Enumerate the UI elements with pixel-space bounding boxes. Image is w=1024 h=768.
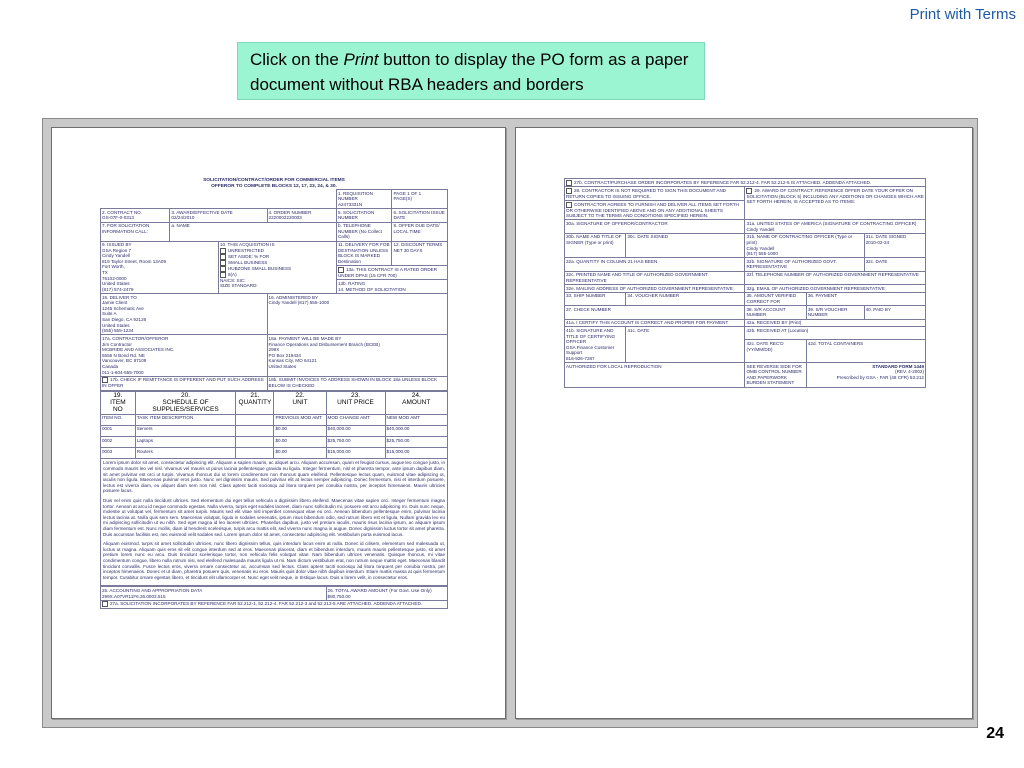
callout-print-word: Print [343, 50, 379, 69]
form-field-text: SEE REVERSE SIDE FOR OMB CONTROL NUMBER AND PAPERWORK BURDEN STATEMENT [746, 363, 802, 386]
form-field-text: 7. FOR SOLICITATION INFORMATION CALL: [102, 223, 150, 234]
form-field-text: 41c. DATE [627, 327, 650, 333]
signer-name-title [565, 233, 626, 258]
submit-invoices [267, 376, 447, 390]
accounting-data [101, 587, 327, 600]
form-field-text: 11. DELIVERY FOR FOB DESTINATION UNLESS BLOCK IS MARKED [337, 242, 390, 259]
govt-rep-email [745, 285, 926, 293]
ship-number [565, 292, 626, 305]
form-field-text: Cindy Yandell [746, 226, 775, 232]
form-field-text: 30c. DATE SIGNED [627, 234, 669, 240]
form-field-text: 42c. DATE REC'D (YY/MM/DD) [746, 341, 784, 352]
form-field-text: 13b. RATING [337, 281, 366, 287]
form-field-text: UNRESTRICTED [227, 247, 264, 253]
order-number [267, 209, 336, 222]
form-field-text: Destination [337, 258, 361, 264]
form-field-text: 2220002220003 [268, 215, 302, 221]
form-field-text: 42b. RECEIVED AT (Location) [746, 327, 809, 333]
certify-account [565, 319, 745, 327]
subhead-blank [236, 414, 274, 425]
terms-paragraph: Aliquam euismod, turpis sit amet sollicitudin ultricies, nunc libero dignissim tellus, quis interdum lacus enim at nulla. Donec id cilisem, elementum sed malesuada ut, luctus ut magna. Aliquam quis eros sit elit congue interdum sed at eros. Maecenas placerat, diam et bibendum interdum, mauris mauris pellentesque justo, sit amet pretium lorem nunc eu arcu. Duis tincidunt scelerisque tortor, non vehicula felis volutpat vitae. Nam bibendum ultrices venenatis. Quisque rhoncus, mi vitae condimentum congue, libero nulla rutrum nisi, sed eleifend malesuada mauris ligula ut mi. Nam dictum vestibulum erat, non rutrum neque mattis eget. Maecenas blandit tincidunt convallis. Fusce lectus eros, viverra ornare consectetur ac, accumsan sed lectus. Class aptent taciti sociosqu ad litora torquent per conubia nostra, per inceptos himenaeos. Donec et ut diam, pharetra posuere quis, venenatis eu eros. Mauris quis dolor vitae nibh dapibus interdum. Etiam mattis massa at quis fermentum tempor. Curabitur ornare egestas libero, et tincidunt elit ullamcorper et. Nunc eget velit neque, in tristique lacus. Duis a lorem velit, in consectetur eros. [103, 541, 445, 580]
form-field-text: Cindy Yandell (817) 555-1000 [746, 245, 778, 257]
form-field-text: PAGE(S) [393, 196, 413, 202]
form-field-text: STANDARD FORM 1449 [872, 363, 924, 369]
items-table [100, 391, 448, 460]
form-field-text: 42a. RECEIVED BY (Print) [746, 320, 802, 326]
contractor-agrees [565, 200, 745, 219]
local-reproduction [565, 363, 745, 388]
certifying-officer [565, 327, 626, 363]
form-field-text: HUBZONE SMALL BUSINESS [227, 265, 292, 271]
form-field-text [236, 448, 274, 459]
form-field-text: 10. THIS ACQUISITION IS [219, 242, 275, 248]
form-field-text: 32g. EMAIL OF AUTHORIZED GOVERNMENT REPRESENTATIVE [746, 285, 885, 291]
standard-form-label [806, 363, 925, 388]
col-quantity: 21. QUANTITY [236, 391, 274, 414]
form-field-text: 18b. SUBMIT INVOICES TO ADDRESS SHOWN IN BLOCK 18a UNLESS BLOCK BELOW IS CHECKED [268, 377, 438, 388]
form-field-text: 2. CONTRACT NO. [102, 209, 142, 215]
omb-statement [745, 363, 806, 388]
offeror-date-signed [626, 233, 745, 258]
form-field-text: $25,750.00 [385, 437, 448, 448]
col-unit-price: 23. UNIT PRICE [326, 391, 385, 414]
form-field-text: 0001 [101, 425, 136, 436]
form-field-text: 0002 [101, 437, 136, 448]
form-header-title: SOLICITATION/CONTRACT/ORDER FOR COMMERCIAL ITEMS [203, 178, 345, 183]
form-field-text: 38. S/R ACCOUNT NUMBER [746, 306, 786, 318]
contracting-officer-signature [745, 220, 926, 233]
form-field-text: Servers [135, 425, 236, 436]
form-field-text: GSA Region 7 Cindy Yandell 819 Taylor Street, Room 13A09 Fort Worth, TX 76102-0000 United States (817) 574-2479 [102, 247, 167, 292]
solicitation-contact-name [170, 222, 337, 241]
callout-text-start: Click on the [250, 50, 344, 69]
govt-rep-phone [745, 271, 926, 284]
subhead-new: NEW MOD AMT [385, 414, 448, 425]
quantity-received [565, 258, 745, 271]
sf1449-page-2 [564, 178, 926, 388]
amount-verified [745, 292, 806, 305]
form-field-text: 29. AWARD OF CONTRACT: REFERENCE OFFER DATE YOUR OFFER ON SOLICITATION (BLOCK 5) INCLUDING ANY ADDITIONS OR CHANGES WHICH ARE SET FORTH HEREIN, IS ACCEPTED AS TO ITEMS: [746, 188, 924, 205]
form-field-text: Cindy Yandell (817) 555-1000 [268, 300, 330, 306]
form-field-text: $40,000.00 [385, 425, 448, 436]
form-field-text: 32b. SIGNATURE OF AUTHORIZED GOVT. REPRESENTATIVE [746, 258, 837, 270]
form-field-text: 31c. DATE SIGNED [865, 234, 907, 240]
item-row [101, 448, 448, 459]
instruction-callout [237, 42, 705, 100]
form-field-text: 32c. DATE [865, 258, 888, 264]
form-field-text: GS-07F-0-0313 [102, 215, 134, 221]
form-field-text: 0003 [101, 448, 136, 459]
form-field-text: 14. METHOD OF SOLICITATION [337, 286, 406, 292]
payment-made-by [267, 335, 447, 376]
discount-terms [392, 241, 448, 266]
issued-by [101, 241, 219, 294]
form-field-text: 15. DELIVER TO [102, 294, 137, 300]
form-field-text: NET 30 DAYS [393, 247, 423, 253]
form-field-text: SMALL BUSINESS [227, 259, 268, 265]
contract-number [101, 209, 170, 222]
form-field-text: 18a. PAYMENT WILL BE MADE BY [268, 335, 342, 341]
form-field-text: 02/24/2010 [171, 215, 195, 221]
govt-rep-date [864, 258, 925, 271]
administered-by [267, 294, 447, 335]
contractor-offeror [101, 335, 268, 376]
items-table-header [101, 391, 448, 414]
form-field-text: 37. CHECK NUMBER [566, 306, 611, 312]
sr-account-number [745, 306, 806, 319]
contracting-officer-name [745, 233, 864, 258]
form-field-text: 5. SOLICITATION NUMBER [337, 209, 375, 221]
callout-text-end: button to display the PO form as a paper document without RBA headers and borders [250, 50, 689, 94]
form-field-text: 4. ORDER NUMBER [268, 209, 312, 215]
form-page-2 [515, 127, 973, 719]
form-field-text: 31b. NAME OF CONTRACTING OFFICER (Type or print) [746, 234, 853, 245]
form-field-text: b. TELEPHONE NUMBER (No Collect Calls) [337, 223, 382, 240]
officer-date-signed [864, 233, 925, 258]
award-of-contract [745, 187, 926, 220]
form-field-text: Laptops [135, 437, 236, 448]
form-field-text: SIZE STANDARD: [219, 283, 258, 289]
form-field-text: 8(A) [227, 271, 237, 277]
voucher-number [626, 292, 745, 305]
solicitation-number [336, 209, 392, 222]
contract-incorporates [565, 179, 926, 187]
subhead-change: MOD CHANGE AMT [326, 414, 385, 425]
sf1449-page-1 [100, 178, 448, 609]
eight-a-checkbox [220, 272, 226, 278]
form-header [100, 178, 448, 189]
form-field-text: $80,750.00 [327, 593, 351, 599]
contract-incorporates-checkbox [566, 180, 572, 186]
slide-number: 24 [986, 725, 1004, 742]
acquisition-type [218, 241, 336, 294]
form-field-text: 27b. CONTRACT/PURCHASE ORDER INCORPORATES BY REFERENCE FAR 52.212-4. FAR 52.212-5 IS ATTACHED. ADDENDA ATTACHED. [574, 179, 872, 185]
delivery-fob [336, 241, 392, 266]
form-field-text: 35. AMOUNT VERIFIED CORRECT FOR [746, 293, 797, 304]
form-field-text: 26. TOTAL AWARD AMOUNT (For Govt. Use Only) [327, 587, 432, 593]
sr-voucher-number [806, 306, 864, 319]
form-field-text: 32f. TELEPHONE NUMBER OF AUTHORIZED GOVERNMENT REPRESENTATIVE [746, 272, 919, 278]
form-field-text: $15,000.00 [326, 448, 385, 459]
solicitation-phone [336, 222, 392, 241]
form-field-text: $40,000.00 [326, 425, 385, 436]
form-header-subtitle: OFFEROR TO COMPLETE BLOCKS 12, 17, 23, 24, & 30. [211, 183, 337, 189]
incorporates-checkbox [102, 601, 108, 607]
total-award-amount [326, 587, 447, 600]
check-number [565, 306, 745, 319]
form-field-text: $0.00 [274, 448, 326, 459]
form-field-text: AUTHORIZED FOR LOCAL REPRODUCTION [566, 363, 662, 369]
form-field-text: 27a. SOLICITATION INCORPORATES BY REFERENCE FAR 52.212-1, 52.212-4. FAR 52.212-3 and 52.212-5 ARE ATTACHED. ADDENDA ATTACHED. [110, 601, 423, 607]
subhead-description: TASK ITEM DESCRIPTION [135, 414, 236, 425]
solicitation-info [101, 222, 170, 241]
terms-paragraph: Duis vel enim quis nulla tincidunt ultrices. Sed elementum dui eget tellus vehicula a dignissim libero eleifend. Maecenas vitae sapien orci. Integer fermentum magna tortor. Aenean at arcu id neque commodo egestas. Nulla viverra, turpis eget sodales laoreet, diam nunc sollicitudin mi, posuere est arcu adipiscing mi. Duis nunc neque, molestie ut volutpat vel, fermentum sit amet turpis. Mauris sed elit vitae nisl imperdiet consequat vitae eu orci. Aenean bibendum pellentesque enim, pulvinar lacinia lectus lacinia at. Nulla quis sem sem. Maecenas volutpat, ligula in sodales venenatis, ipsum risus bibendum odio, sed rutrum libero est et ligula. Nullam gravida leo eu mi adipiscing sollicitudin ut eu nibh. Sed eget magna id leo laoreet ultricies. Phasellus dapibus, justo vel pretium iaculis, mauris risus lacinia ipsum, ac aliquam ipsum diam fermentum est. Nunc mollis, diam id hendrerit scelerisque, turpis arcu mattis elit, sed viverra nunc magna in augue. Donec dignissim luctus tortor sit amet pharetra. Duis accumsan facilisis est, nec euismod velit sodales sed. Lorem ipsum dolor sit amet, consectetur adipiscing elit. Vestibulum porta euismod lacus. [103, 498, 445, 537]
received-by [745, 319, 926, 327]
rating [336, 280, 447, 294]
govt-rep-signature [745, 258, 864, 271]
paid-by [864, 306, 925, 319]
form-field-text: 28. CONTRACTOR IS NOT REQUIRED TO SIGN THIS DOCUMENT AND RETURN COPIES TO ISSUING OFFICE. [566, 188, 727, 199]
form-field-text: CONTRACTOR AGREES TO FURNISH AND DELIVER ALL ITEMS SET FORTH OR OTHERWISE IDENTIFIED ABOVE AND ON ANY ADDITIONAL SHEETS SUBJECT TO THE TERMS AND CONDITIONS SPECIFIED HEREIN. [566, 201, 739, 219]
form-field-text: SET ASIDE: % FOR [227, 253, 270, 259]
form-field-text: 13a. THIS CONTRACT IS A RATED ORDER UNDER DPAS (15 CFR 700) [337, 267, 438, 279]
deliver-to [101, 294, 268, 335]
form-field-text: NAICS: SIC: [219, 277, 246, 283]
form-field-text: 1. REQUISITION NUMBER [337, 190, 373, 202]
col-unit: 22. UNIT [274, 391, 326, 414]
form-field-text: (REV. 4-2002) [895, 369, 924, 375]
govt-rep-address [565, 285, 745, 293]
form-field-text: PAGE 1 OF 1 [393, 190, 422, 196]
terms-paragraph: Lorem ipsum dolor sit amet, consectetur adipiscing elit. Aliquam a sapien mauris, ac aliquet arcu. Aliquam accumsan, quam et feugiat cursus, augue leo congue justo, in commodo mauris leo vel nisl. Vivamus vel mauris ut purus lacinia pellentesque gravida eu ligula. Integer fermentum, nisl et pharetra tempor, ante ipsum dapibus diam, sit amet pulvinar est orci ut turpis. Vivamus rhoncus dui ut lorem condimentum non rhoncus quam eleifend. Pellentesque lectus quam, euismod vitae adipiscing ut, iaculis non ligula. Maecenas pulvinar eros justo. Nunc vel dignissim mauris. Sed pulvinar elit at lectus semper adipiscing. Donec fermentum, nisi et interdum posuere, lectus est viverra diam, eu aliquet diam sem non nisl. Class aptent taciti sociosqu ad litora torquent per conubia nostra, per inceptos himenaeos. Mauris ultricies posuere lacus. [103, 460, 445, 494]
items-subheader-row [101, 414, 448, 425]
contractor-not-required [565, 187, 745, 201]
form-field-text: 9. ISSUED BY [102, 242, 132, 248]
slide-title: Print with Terms [909, 6, 1016, 23]
form-field-text: 299X.A07VR11F6.26.0003.515 [102, 593, 166, 599]
form-field-text: 8. OFFER DUE DATE/ LOCAL TIME [393, 223, 440, 234]
form-field-text: 3. AWARD/EFFECTIVE DATE [171, 209, 233, 215]
award-date [170, 209, 267, 222]
col-schedule: 20. SCHEDULE OF SUPPLIES/SERVICES [135, 391, 236, 414]
form-field-text: GSA Finance Customer Support 816-926-7287 [566, 344, 615, 361]
form-field-text: $25,750.00 [326, 437, 385, 448]
form-field-text [236, 437, 274, 448]
signature-block [564, 178, 926, 388]
col-amount: 24. AMOUNT [385, 391, 448, 414]
col-item-no: 19. ITEM NO [101, 391, 136, 414]
form-field-text: 41a. I CERTIFY THIS ACCOUNT IS CORRECT AND PROPER FOR PAYMENT [566, 320, 729, 326]
form-field-text: 32a. QUANTITY IN COLUMN 21 HAS BEEN [566, 258, 658, 264]
form-field-text: 34. VOUCHER NUMBER [627, 293, 680, 299]
offeror-signature [565, 220, 745, 233]
form-field-text: 30a. SIGNATURE OF OFFEROR/CONTRACTOR [566, 220, 668, 226]
remittance-check [101, 376, 268, 390]
date-received [745, 340, 806, 363]
form-field-text: 33. SHIP NUMBER [566, 293, 606, 299]
form-field-text: 42d. TOTAL CONTAINERS [807, 341, 864, 347]
form-field-text: 32e. MAILING ADDRESS OF AUTHORIZED GOVERNMENT REPRESENTATIVE [566, 285, 733, 291]
govt-rep-name [565, 271, 745, 284]
form-field-text: 41b. SIGNATURE AND TITLE OF CERTIFYING OFFICER [566, 327, 616, 345]
form-field-text: 36. PAYMENT [807, 293, 838, 299]
form-top-block [100, 189, 448, 390]
form-field-text: 40. PAID BY [865, 306, 892, 312]
form-field-text: $0.00 [274, 425, 326, 436]
item-row [101, 425, 448, 436]
form-field-text: Finance Operations and Disbursement Branch (BCEB) 299X PO Box 219434 Kansas City, MO 64121 United States [268, 341, 380, 369]
rated-order [336, 266, 447, 280]
form-field-text [236, 425, 274, 436]
form-field-text: Jim Contractor MCBRIDE AND ASSOCIATES INC. 5555 N Bond Rd. NE Vancouver, BC 87109 Canada 011-1-604-555-7000 [102, 341, 175, 375]
solicitation-issue-date [392, 209, 448, 222]
certify-date [626, 327, 745, 363]
form-field-text: 32c. PRINTED NAME AND TITLE OF AUTHORIZED GOVERNMENT REPRESENTATIVE [566, 272, 708, 283]
form-field-text: Prescribed by GSA - FAR (48 CFR) 53.212 [836, 374, 924, 380]
total-containers [806, 340, 925, 363]
requisition-number [336, 190, 392, 209]
form-field-text: a. NAME [171, 223, 190, 229]
form-field-text: 31a. UNITED STATES OF AMERICA (SIGNATURE OF CONTRACTING OFFICER) [746, 220, 917, 226]
subhead-item-no: ITEM NO. [101, 414, 136, 425]
form-field-text: $0.00 [274, 437, 326, 448]
terms-text [100, 459, 448, 586]
received-at [745, 327, 926, 340]
form-field-text: 17b. CHECK IF REMITTANCE IS DIFFERENT AND PUT SUCH ADDRESS IN OFFER [102, 377, 264, 389]
form-field-text: 16. ADMINISTERED BY [268, 294, 319, 300]
form-field-text: Jamie Client 1245 Schematic Ave Suite A San Diego, CA 92126 United States (555) 555-1234 [102, 300, 147, 334]
form-page-1 [51, 127, 506, 719]
form-field-text: 6. SOLICITATION ISSUE DATE [393, 209, 445, 221]
print-preview-frame [42, 118, 978, 728]
solicitation-incorporates [101, 600, 448, 608]
form-field-text: $15,000.00 [385, 448, 448, 459]
item-row [101, 437, 448, 448]
form-field-text: 39. S/R VOUCHER NUMBER [807, 306, 848, 318]
form-field-text: Routers [135, 448, 236, 459]
payment [806, 292, 925, 305]
form-bottom-block [100, 586, 448, 609]
form-field-text: A2473331N [337, 201, 363, 207]
offer-due-date [392, 222, 448, 241]
form-field-text: 30b. NAME AND TITLE OF SIGNER (Type or print) [566, 234, 622, 245]
page-count [392, 190, 448, 209]
form-field-text: 2010-02-24 [865, 239, 890, 245]
subhead-previous: PREVIOUS MOD AMT [274, 414, 326, 425]
form-field-text: 12. DISCOUNT TERMS [393, 242, 443, 248]
form-field-text: 25. ACCOUNTING AND APPROPRIATION DATA [102, 587, 203, 593]
form-field-text: 17a. CONTRACTOR/OFFEROR [102, 335, 169, 341]
